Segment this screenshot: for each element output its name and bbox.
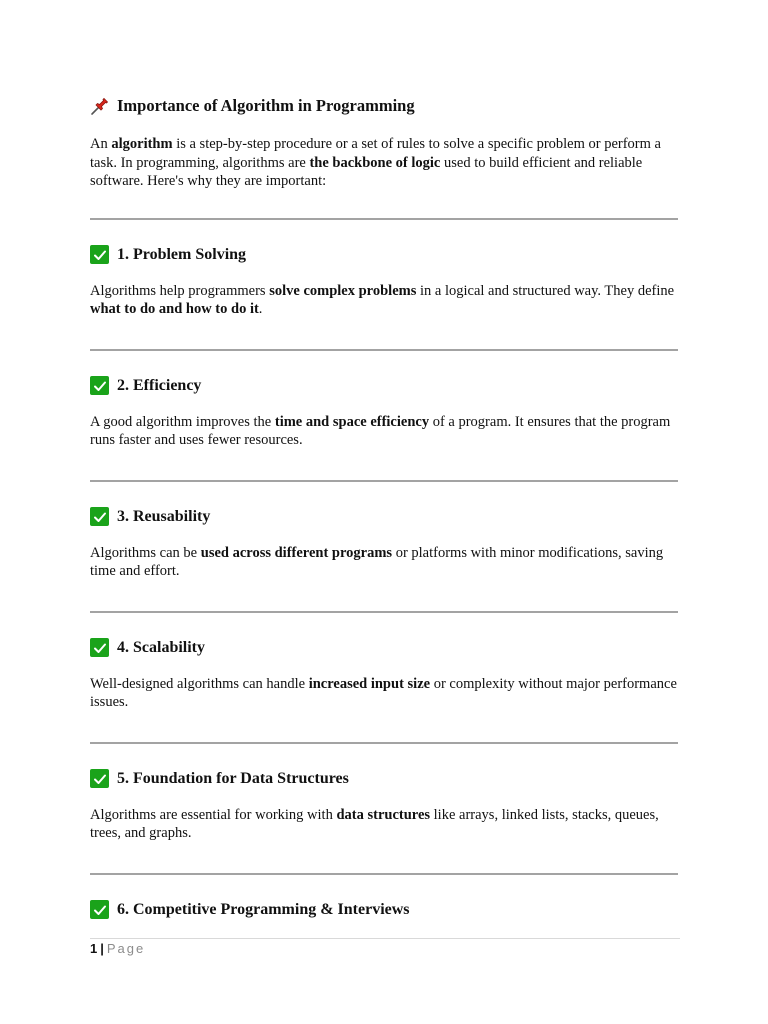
- bold-text-run: the backbone of logic: [309, 154, 441, 171]
- section-heading: 4. Scalability: [117, 638, 206, 656]
- intro-paragraph: [90, 135, 678, 191]
- check-mark-button-icon: [90, 769, 109, 788]
- bold-text-run: data structures: [336, 806, 431, 823]
- section-body: [90, 413, 678, 450]
- section-heading: 6. Competitive Programming & Interviews: [117, 900, 410, 918]
- section-heading: 5. Foundation for Data Structures: [117, 769, 349, 787]
- text-run: Well-designed algorithms can handle: [90, 675, 309, 692]
- bold-text-run: algorithm: [111, 136, 173, 152]
- text-run: Algorithms can be: [90, 544, 201, 561]
- section-body: [90, 544, 678, 581]
- check-mark-button-icon: [90, 638, 109, 657]
- text-run: used to build efficient and reliable software. Here's why they are important:: [90, 154, 643, 189]
- pushpin-icon: [90, 96, 110, 116]
- section-heading-row: [90, 375, 678, 397]
- section-divider: [90, 218, 678, 220]
- text-run: Algorithms are essential for working with: [90, 806, 337, 823]
- footer-divider: [90, 938, 680, 939]
- bold-text-run: solve complex problems: [269, 282, 417, 299]
- document-title: Importance of Algorithm in Programming: [117, 96, 415, 115]
- section-5: [90, 768, 678, 843]
- page-number: 1: [90, 941, 98, 956]
- section-divider: [90, 349, 678, 351]
- bold-text-run: increased input size: [308, 675, 431, 692]
- page-separator: |: [100, 941, 104, 956]
- section-body: [90, 806, 678, 843]
- text-run: Algorithms help programmers: [90, 282, 270, 299]
- check-mark-button-icon: [90, 507, 109, 526]
- page-label: Page: [106, 941, 146, 956]
- section-divider: [90, 873, 678, 875]
- section-heading-row: [90, 506, 678, 528]
- check-mark-button-icon: [90, 900, 109, 919]
- section-3: [90, 506, 678, 581]
- text-run: An: [90, 136, 112, 152]
- section-divider: [90, 480, 678, 482]
- section-heading-row: [90, 244, 678, 266]
- page-footer: [90, 941, 145, 956]
- section-1: [90, 244, 678, 319]
- document-page: [90, 94, 678, 921]
- text-run: .: [258, 301, 263, 317]
- bold-text-run: used across different programs: [200, 544, 393, 561]
- section-body: [90, 675, 678, 712]
- bold-text-run: what to do and how to do it: [90, 301, 259, 317]
- section-heading-row: [90, 899, 678, 921]
- section-4: [90, 637, 678, 712]
- text-run: or platforms with minor modifications, saving time and effort.: [90, 544, 664, 579]
- section-heading: 1. Problem Solving: [117, 245, 247, 263]
- section-2: [90, 375, 678, 450]
- section-divider: [90, 611, 678, 613]
- section-divider: [90, 742, 678, 744]
- bold-text-run: time and space efficiency: [274, 413, 430, 430]
- section-heading: 3. Reusability: [117, 507, 211, 525]
- text-run: A good algorithm improves the: [90, 413, 275, 430]
- section-heading-row: [90, 768, 678, 790]
- text-run: is a step-by-step procedure or a set of rules to solve a specific problem or perform a task. In programming, algorithms are: [90, 136, 661, 171]
- check-mark-button-icon: [90, 245, 109, 264]
- text-run: like arrays, linked lists, stacks, queues, trees, and graphs.: [90, 806, 659, 841]
- text-run: in a logical and structured way. They define: [416, 282, 675, 299]
- text-run: or complexity without major performance issues.: [90, 675, 677, 710]
- text-run: of a program. It ensures that the program runs faster and uses fewer resources.: [90, 413, 671, 448]
- section-body: [90, 282, 678, 319]
- section-heading-row: [90, 637, 678, 659]
- section-6: [90, 899, 678, 921]
- check-mark-button-icon: [90, 376, 109, 395]
- section-heading: 2. Efficiency: [117, 376, 202, 394]
- document-title-row: [90, 94, 678, 118]
- sections-container: [90, 218, 678, 921]
